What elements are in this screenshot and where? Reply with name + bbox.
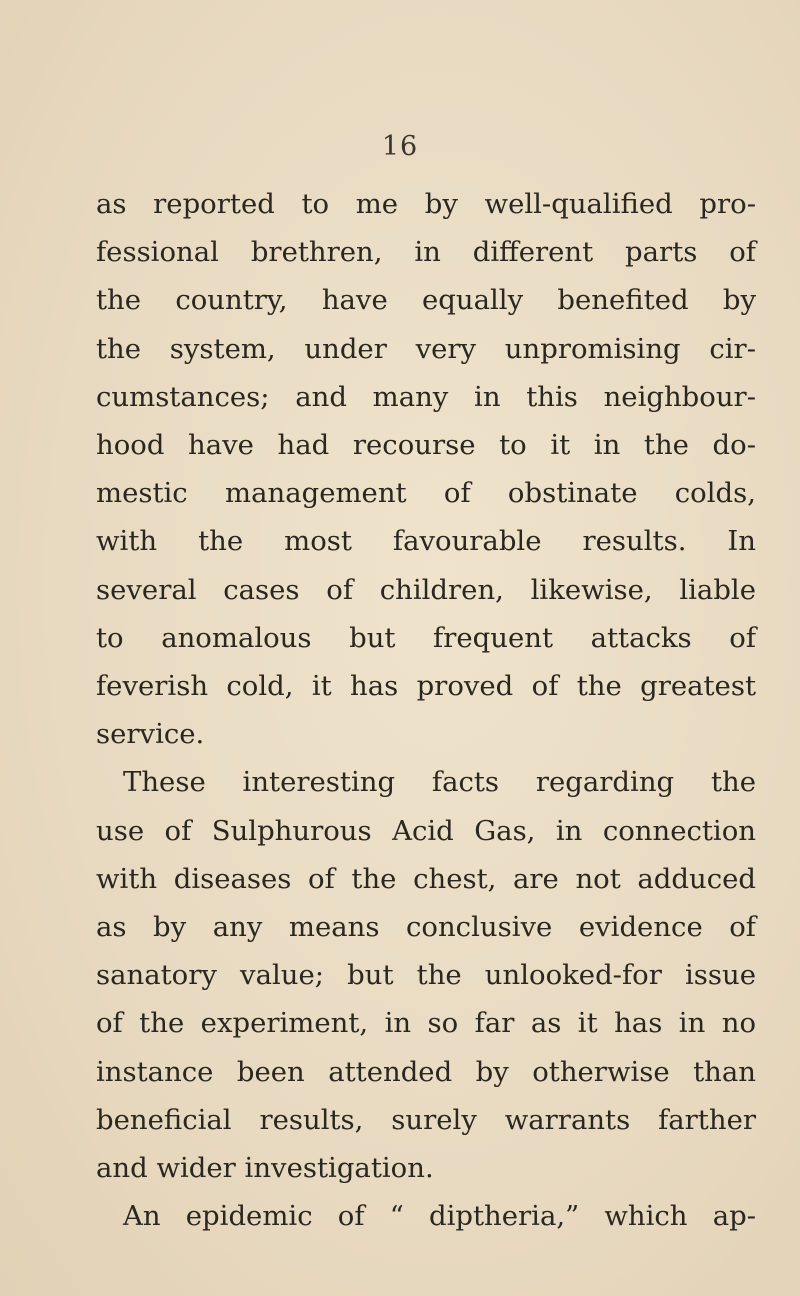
text-line: the country, have equally benefited by	[96, 284, 756, 317]
text-line: These interesting facts regarding the	[123, 766, 756, 799]
text-line: mestic management of obstinate colds,	[96, 477, 756, 510]
text-line: fessional brethren, in different parts of	[96, 236, 756, 269]
text-line: hood have had recourse to it in the do-	[96, 429, 756, 462]
text-line: feverish cold, it has proved of the greatest	[96, 670, 756, 703]
body-text	[96, 180, 756, 1240]
text-line: to anomalous but frequent attacks of	[96, 621, 756, 654]
text-line: as reported to me by well-qualified pro-	[96, 188, 756, 220]
text-line: cumstances; and many in this neighbour-	[96, 380, 756, 413]
text-line: as by any means conclusive evidence of	[96, 911, 756, 944]
text-line: with the most favourable results. In	[96, 525, 756, 558]
text-line: and wider investigation.	[96, 1152, 434, 1185]
text-line: the system, under very unpromising cir-	[96, 332, 756, 365]
text-line: sanatory value; but the unlooked-for issue	[96, 959, 756, 992]
text-line: several cases of children, likewise, liable	[96, 573, 756, 606]
text-line: instance been attended by otherwise than	[96, 1055, 756, 1088]
text-line: use of Sulphurous Acid Gas, in connection	[96, 814, 756, 847]
text-line: with diseases of the chest, are not adduced	[96, 862, 756, 895]
text-line: beneficial results, surely warrants farther	[96, 1103, 756, 1136]
text-line: An epidemic of “ diptheria,” which ap-	[123, 1200, 756, 1233]
text-line: service.	[96, 718, 205, 751]
text-line: of the experiment, in so far as it has in no	[96, 1007, 756, 1040]
page-number: 16	[381, 131, 419, 162]
